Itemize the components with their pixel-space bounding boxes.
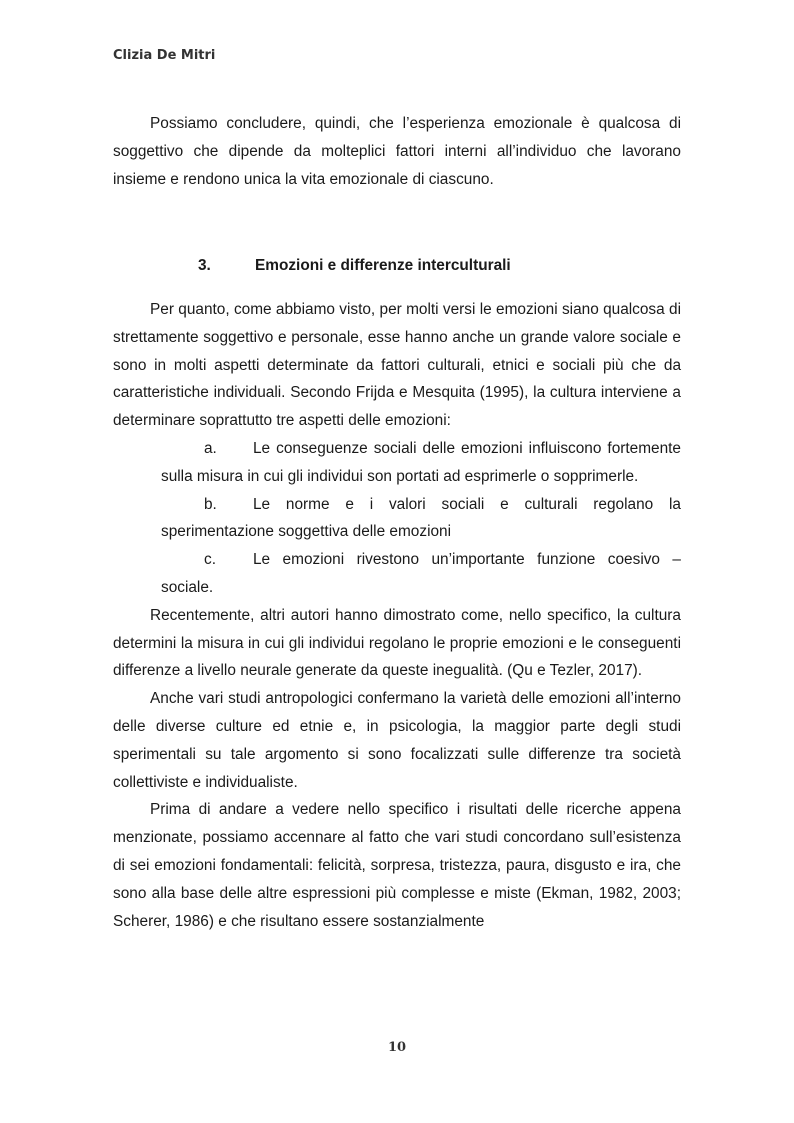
intro-paragraph: Possiamo concludere, quindi, che l’esperienza emozionale è qualcosa di soggettivo che dipende da molteplici fattori interni all’individuo che lavorano insieme e rendono unica la vita emozionale di ciascuno. — [113, 115, 681, 188]
list-item-text: Le norme e i valori sociali e culturali regolano la sperimentazione soggettiva delle emozioni — [161, 495, 681, 541]
aspects-list — [113, 435, 681, 602]
page-number: 10 — [387, 1040, 407, 1055]
list-item-letter: b. — [204, 495, 217, 513]
list-item-letter: a. — [204, 439, 217, 457]
section-heading — [198, 252, 511, 280]
intro-section — [113, 110, 681, 193]
section-body — [113, 296, 681, 935]
body-paragraph-2: Recentemente, altri autori hanno dimostrato come, nello specifico, la cultura determini la misura in cui gli individui regolano le proprie emozioni e le conseguenti differenze a livello neurale generate da queste inegualità. (Qu e Tezler, 2017). — [113, 606, 681, 680]
body-paragraph-1: Per quanto, come abbiamo visto, per molti versi le emozioni siano qualcosa di strettamente soggettivo e personale, esse hanno anche un grande valore sociale e sono in molti aspetti determinate da fattori culturali, etnici e sociali più che da caratteristiche individuali. Secondo Frijda e Mesquita (1995), la cultura interviene a determinare soprattutto tre aspetti delle emozioni: — [113, 301, 681, 430]
page-header-author: Clizia De Mitri — [113, 48, 216, 63]
body-paragraph-4: Prima di andare a vedere nello specifico i risultati delle ricerche appena menzionate, possiamo accennare al fatto che vari studi concordano sull’esistenza di sei emozioni fondamentali: felicità, sorpresa, tristezza, paura, disgusto e ira, che sono alla base delle altre espressioni più complesse e miste (Ekman, 1982, 2003; Scherer, 1986) e che risultano essere sostanzialmente — [113, 801, 681, 930]
section-number: 3. — [198, 257, 211, 274]
list-item — [113, 491, 681, 547]
list-item-letter: c. — [204, 551, 216, 569]
body-paragraph-3: Anche vari studi antropologici confermano la varietà delle emozioni all’interno delle diverse culture ed etnie e, in psicologia, la maggior parte degli studi sperimentali su tale argomento si sono focalizzati sulle differenze tra società collettiviste e individualiste. — [113, 690, 681, 791]
list-item-text: Le conseguenze sociali delle emozioni influiscono fortemente sulla misura in cui gli individui son portati ad esprimerle o sopprimerle. — [161, 439, 681, 485]
list-item — [113, 546, 681, 602]
list-item — [113, 435, 681, 491]
section-title: Emozioni e differenze interculturali — [255, 257, 511, 274]
list-item-text: Le emozioni rivestono un’importante funzione coesivo – sociale. — [161, 551, 681, 596]
